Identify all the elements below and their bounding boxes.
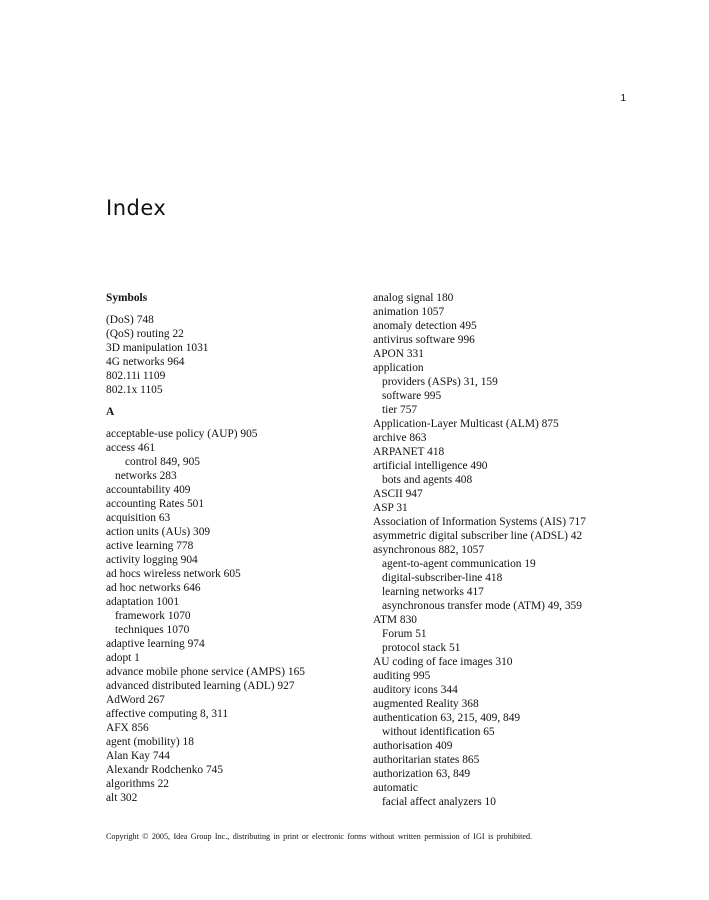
index-entry: augmented Reality 368 (373, 698, 479, 710)
index-entry: accounting Rates 501 (106, 498, 205, 510)
index-entry: ARPANET 418 (373, 446, 445, 458)
page-number: 1 (620, 93, 626, 104)
index-entry: facial affect analyzers 10 (382, 796, 496, 808)
index-entry: AU coding of face images 310 (373, 656, 513, 668)
index-entry: software 995 (382, 390, 442, 402)
index-entry: authoritarian states 865 (373, 754, 480, 766)
index-entry: framework 1070 (115, 610, 191, 622)
index-entry: application (373, 362, 424, 374)
index-entry: 802.11i 1109 (106, 370, 166, 382)
index-entry: asynchronous 882, 1057 (373, 544, 485, 556)
index-entry: authorization 63, 849 (373, 768, 471, 780)
index-entry: networks 283 (115, 470, 177, 482)
section-title-symbols: Symbols (106, 292, 148, 304)
index-entry: tier 757 (382, 404, 418, 416)
index-entry: antivirus software 996 (373, 334, 475, 346)
index-entry: algorithms 22 (106, 778, 169, 790)
index-entry: anomaly detection 495 (373, 320, 477, 332)
index-entry: AdWord 267 (106, 694, 165, 706)
copyright-footer: Copyright © 2005, Idea Group Inc., distributing in print or electronic forms without written permission of IGI is prohibited. (106, 832, 533, 841)
index-entry: digital-subscriber-line 418 (382, 572, 503, 584)
index-entry: agent (mobility) 18 (106, 736, 194, 748)
a-entry-list (106, 427, 305, 805)
index-entry: ATM 830 (373, 614, 417, 626)
index-entry: 3D manipulation 1031 (106, 342, 209, 354)
index-entry: alt 302 (106, 792, 138, 804)
index-entry: without identification 65 (382, 726, 495, 738)
index-entry: automatic (373, 782, 418, 794)
index-entry: archive 863 (373, 432, 427, 444)
index-entry: 802.1x 1105 (106, 384, 163, 396)
index-entry: adopt 1 (106, 652, 140, 664)
index-entry: ASCII 947 (373, 488, 423, 500)
index-entry: auditing 995 (373, 670, 431, 682)
index-entry: acquisition 63 (106, 512, 171, 524)
index-entry: (QoS) routing 22 (106, 328, 184, 340)
index-entry: adaptation 1001 (106, 596, 180, 608)
index-entry: protocol stack 51 (382, 642, 461, 654)
index-column-right (373, 291, 586, 809)
index-entry: ad hocs wireless network 605 (106, 568, 241, 580)
section-title-a: A (106, 406, 115, 418)
index-entry: AFX 856 (106, 722, 149, 734)
index-entry: learning networks 417 (382, 586, 484, 598)
index-entry: analog signal 180 (373, 292, 454, 304)
index-entry: Application-Layer Multicast (ALM) 875 (373, 418, 559, 430)
index-entry: active learning 778 (106, 540, 194, 552)
index-entry: APON 331 (373, 348, 424, 360)
index-entry: affective computing 8, 311 (106, 708, 229, 720)
index-entry: ad hoc networks 646 (106, 582, 201, 594)
index-entry: techniques 1070 (115, 624, 190, 636)
index-entry: agent-to-agent communication 19 (382, 558, 536, 570)
index-entry: Association of Information Systems (AIS) 717 (373, 516, 586, 528)
index-entry: accountability 409 (106, 484, 191, 496)
index-entry: ASP 31 (373, 502, 408, 514)
index-entry: providers (ASPs) 31, 159 (382, 376, 498, 388)
index-entry: access 461 (106, 442, 156, 454)
index-entry: advanced distributed learning (ADL) 927 (106, 680, 295, 692)
page-title: Index (106, 196, 167, 220)
index-entry: asymmetric digital subscriber line (ADSL) 42 (373, 530, 583, 542)
index-entry: bots and agents 408 (382, 474, 473, 486)
index-entry: Alexandr Rodchenko 745 (106, 764, 224, 776)
index-entry: advance mobile phone service (AMPS) 165 (106, 666, 305, 678)
index-entry: 4G networks 964 (106, 356, 185, 368)
index-entry: (DoS) 748 (106, 314, 154, 326)
index-entry: Forum 51 (382, 628, 427, 640)
index-entry: authentication 63, 215, 409, 849 (373, 712, 521, 724)
right-entry-list (373, 291, 586, 809)
index-entry: asynchronous transfer mode (ATM) 49, 359 (382, 600, 582, 612)
index-entry: authorisation 409 (373, 740, 453, 752)
symbols-entry-list (106, 313, 305, 397)
index-entry: adaptive learning 974 (106, 638, 205, 650)
index-entry: artificial intelligence 490 (373, 460, 488, 472)
index-entry: action units (AUs) 309 (106, 526, 211, 538)
index-entry: Alan Kay 744 (106, 750, 170, 762)
index-entry: animation 1057 (373, 306, 445, 318)
index-entry: auditory icons 344 (373, 684, 458, 696)
index-column-left (106, 291, 305, 805)
index-entry: acceptable-use policy (AUP) 905 (106, 428, 258, 440)
index-entry: control 849, 905 (125, 456, 200, 468)
index-entry: activity logging 904 (106, 554, 198, 566)
